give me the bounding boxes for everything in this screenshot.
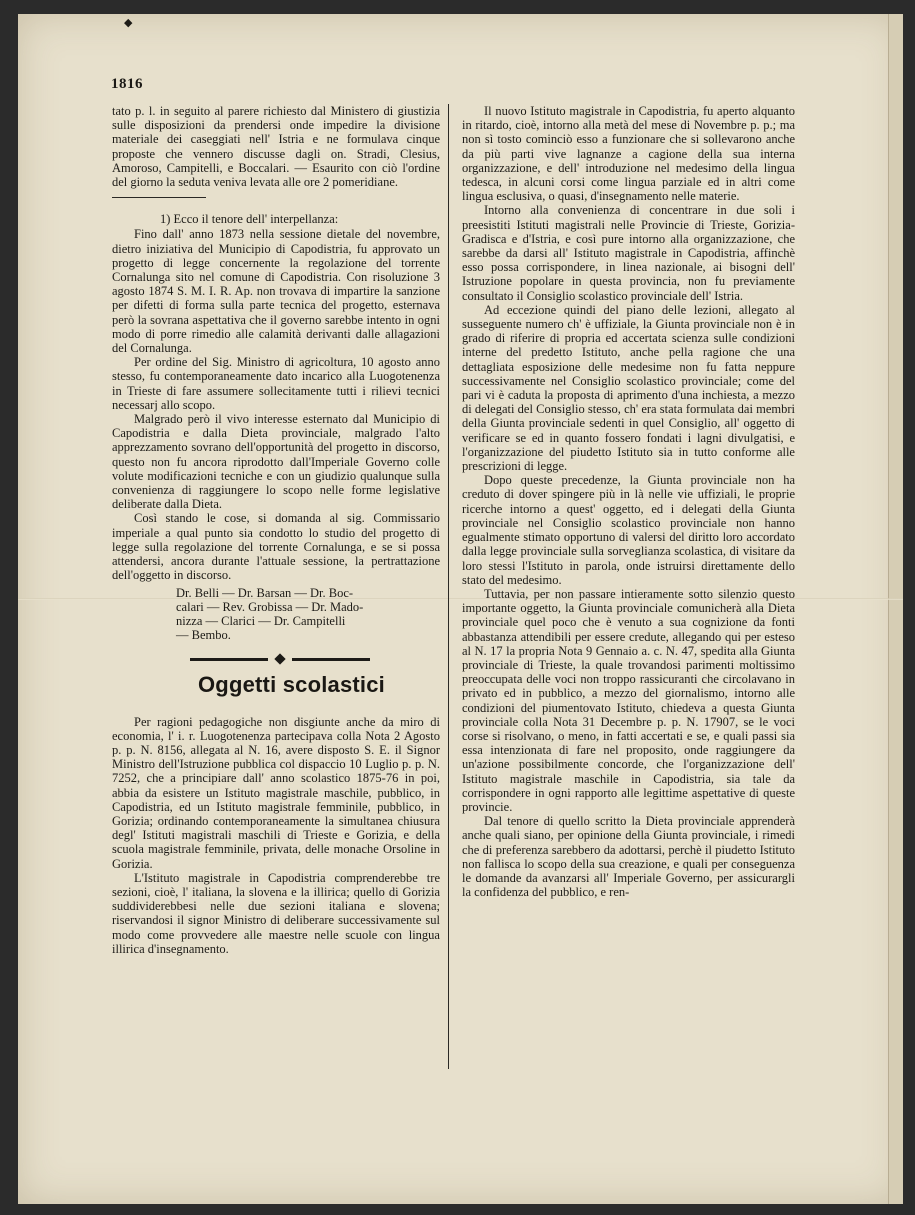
paragraph: Dopo queste precedenze, la Giunta provinciale non ha creduto di dover spingere più in là nelle vie uffiziali, le proprie ricerche intorno a quest' oggetto, ed i delegati della Giunta provinciale nel Consiglio scolastico provinciale non hanno egualmente stimato opportuno di valersi del diritto loro accordato dalla legge provinciale sulla sorveglianza scolastica, di visitare da loro stessi l'Istituto in parola, onde istruirsi direttamente dello stato del medesimo. (462, 473, 795, 587)
page-number: 1816 (111, 76, 143, 92)
signature-line: calari — Rev. Grobissa — Dr. Mado- (176, 599, 364, 614)
footnote-heading: 1) Ecco il tenore dell' interpellanza: (160, 212, 339, 227)
paragraph: Malgrado però il vivo interesse esternato dal Municipio di Capodistria e dalla Dieta provinciale, malgrado l'alto apprezzamento sovrano dell'opportunità del progetto in discorso, questo non fu ancora riprodotto dall'Imperiale Governo colle volute modificazioni tecniche e con un giudizio qualunque sulla convenienza di raggiungere lo scopo nelle forme legislative deliberate dalla Dieta. (112, 412, 440, 512)
signature-line: Dr. Belli — Dr. Barsan — Dr. Boc- (176, 585, 354, 600)
paragraph: Tuttavia, per non passare intieramente sotto silenzio questo importante oggetto, la Giunta provinciale comunicherà alla Dieta provinciale quel poco che è venuto a sua cognizione da fonti abbastanza attendibili per essere credute, allegando qui per esteso al N. 17 la propria Nota 9 Gennaio a. c. N. 47, spedita alla Giunta provinciale di Trieste, la quale trovandosi parimenti moltissimo preoccupata delle voci non troppo rassicuranti che circolavano in privato ed in pubblico, a mezzo del giornalismo, intorno alle condizioni del piumentovato Istituto, chiedeva a questa Giunta provinciale colla Nota 31 Decembre p. p. N. 17907, se le voci corse si risolvano, o meno, in fatti accertati e se, e quali passi sia essa intenzionata di fare nel proposito, onde raggiungere da un'azione possibilmente concorde, che l'organizzazione dell' Istituto magistrale maschile in Capodistria, sia tale da corrispondere in ogni rapporto alle legittime aspettative di queste provincie. (462, 586, 795, 814)
paragraph: tato p. l. in seguito al parere richiesto dal Ministero di giustizia sulle disposizioni da prendersi onde impedire la divisione materiale dei caseggiati nell' Istria e ne formulava cinque proposte che vennero discusse dagli on. Stradi, Clesius, Amoroso, Campitelli, e Boccalari. — Esaurito con ciò l'ordine del giorno la seduta veniva levata alle ore 2 pomeridiane. (112, 104, 440, 190)
page-edge (888, 14, 903, 1204)
paragraph: Per ordine del Sig. Ministro di agricoltura, 10 agosto anno stesso, fu contemporaneamente dato incarico alla Luogotenenza in Trieste di fare assumere sollecitamente tutti i rilievi tecnici necessarj allo scopo. (112, 355, 440, 412)
left-column (112, 104, 440, 956)
paragraph: Fino dall' anno 1873 nella sessione dietale del novembre, dietro iniziativa del Municipio di Capodistria, fu approvato un progetto di legge concernente la regolazione del torrente Cornalunga sito nel comune di Capodistria. Con risoluzione 3 agosto 1874 S. M. I. R. Ap. non trovava di impartire la sanzione per difetti di forma sulla parte tecnica del progetto, esternava però la sovrana aspettativa che il governo sarebbe intento in ogni modo di porre rimedio alle calamità derivanti dalle allagazioni del Cornalunga. (112, 227, 440, 356)
paragraph: Per ragioni pedagogiche non disgiunte anche da miro di economia, l' i. r. Luogotenenza partecipava colla Nota 2 Agosto p. p. N. 8156, allegata al N. 16, avere disposto S. E. il Signor Ministro dell'Istruzione pubblica col dispaccio 10 Luglio p. p. N. 7252, che a principiare dall' anno scolastico 1875-76 in poi, abbia da esistere un Istituto magistrale maschile, pubblico, in Capodistria, ed un Istituto magistrale femminile, pubblico, in Gorizia; ordinando contemporaneamente la simultanea chiusura degl' Istituti magistrali maschili di Trieste e Gorizia, e della scuola magistrale femminile, privata, delle monache Orsoline in Gorizia. (112, 714, 440, 871)
section-title: Oggetti scolastici (198, 672, 385, 698)
column-divider (448, 104, 449, 1069)
right-column (462, 104, 795, 899)
paragraph: Così stando le cose, si domanda al sig. Commissario imperiale a qual punto sia condotto lo studio del progetto di legge sulla regolazione del torrente Cornalunga, e se si possa attendersi, ancora durante l'attuale sessione, la pertrattazione dell'oggetto in discorso. (112, 511, 440, 583)
signature-line: — Bembo. (176, 628, 231, 643)
divider (112, 197, 206, 198)
paragraph: Intorno alla convenienza di concentrare in due soli i preesistiti Istituti magistrali nelle Provincie di Trieste, Gorizia-Gradisca e d'Istria, e così pure intorno alla organizzazione, che sarebbe da darsi all' Istituto magistrale in Capodistria, affinchè esso possa corrispondere, in linea nazionale, ai bisogni dell' Istruzione popolare in questa provincia, non fu previamente consultato il Consiglio scolastico provinciale dell' Istria. (462, 203, 795, 303)
corner-mark: ◆ (124, 17, 133, 29)
signature-line: nizza — Clarici — Dr. Campitelli (176, 613, 346, 628)
paragraph: Il nuovo Istituto magistrale in Capodistria, fu aperto alquanto in ritardo, cioè, intorno alla metà del mese di Novembre p. p.; ma non sì tosto cominciò esso a funzionare che si sollevarono anche da più parti vive lagnanze a cagione della sua interna organizzazione, e dell' introduzione nel medesimo della lingua tedesca, in alcuni corsi come lingua parziale ed in altri come lingua esclusiva, o quasi, d'insegnamento nelle materie. (462, 104, 795, 204)
paragraph: L'Istituto magistrale in Capodistria comprenderebbe tre sezioni, cioè, l' italiana, la slovena e la illirica; quello di Gorizia suddividerebbesi nelle due sezioni italiana e slovena; riservandosi il signor Ministro di deliberare successivamente sul modo come provvedere alle maestre nelle scuole con lingua illirica d'insegnamento. (112, 870, 440, 956)
signatures (176, 586, 440, 643)
paragraph: Dal tenore di quello scritto la Dieta provinciale apprenderà anche quali siano, per opinione della Giunta provinciale, i rimedi che di preferenza sarebbero da adottarsi, perchè il piudetto Istituto non fallisca lo scopo della sua creazione, e quali per conseguenza le domande da avanzarsi all' Imperiale Governo, per assicurargli la confidenza del pubblico, e ren- (462, 814, 795, 900)
ornament-divider (190, 654, 370, 664)
paragraph: Ad eccezione quindi del piano delle lezioni, allegato al susseguente numero ch' è uffiziale, la Giunta provinciale non è in grado di riferire di propria ed accertata scienza sulle condizioni interne del predetto Istituto, anche pella ragione che una dettagliata esposizione delle medesime non fu fatta neppure successivamente nel Consiglio scolastico provinciale; come del pari vi è caduta la proposta di aprimento d'una inchiesta, a mezzo di delegati del Consiglio stesso, ch' era stata formulata dai membri della Giunta provinciale sedenti in quel Consiglio, all' oggetto di verificare se ed in quanto fossero fondati i lagni divulgatisi, e l'organizzazione del piudetto Istituto sia in tutto conforme alle prescrizioni di legge. (462, 302, 795, 474)
